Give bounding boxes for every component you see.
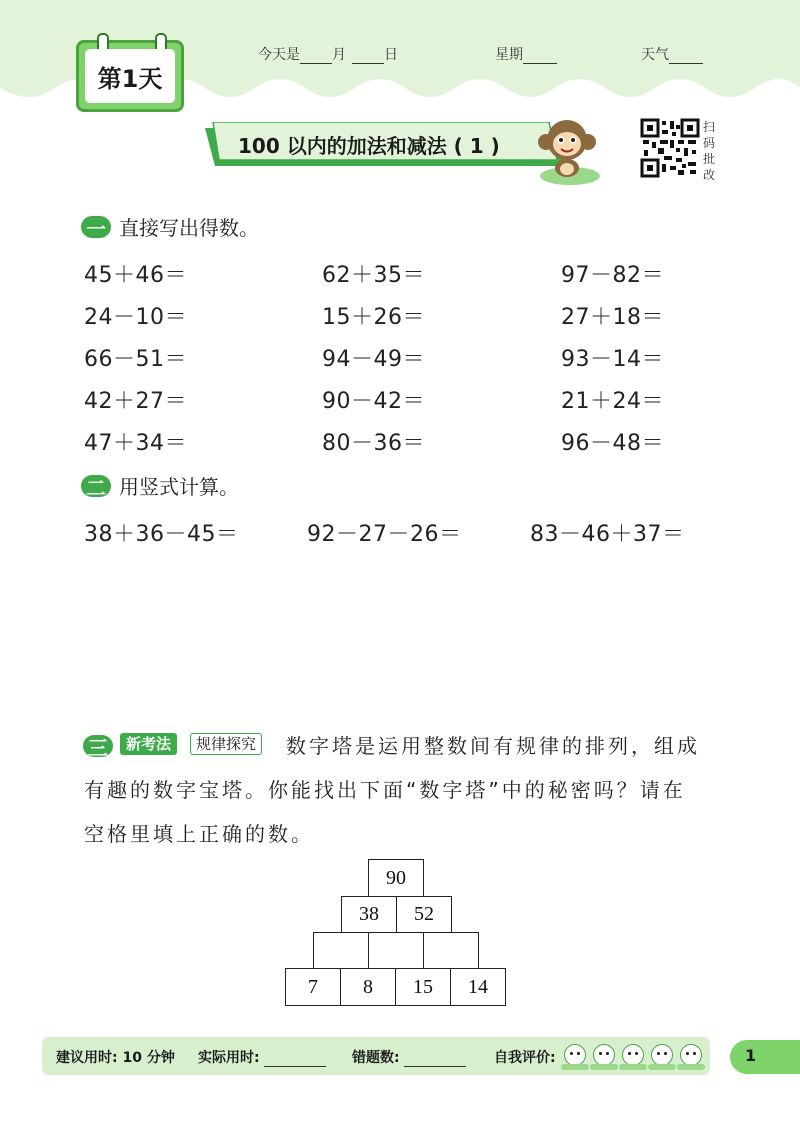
date-field[interactable]: 今天是 月 日 bbox=[258, 47, 398, 63]
pyramid-cell: 90 bbox=[368, 859, 424, 897]
suggested-time: 建议用时: 10 分钟 bbox=[56, 1050, 175, 1066]
error-count-field[interactable]: 错题数: bbox=[352, 1047, 466, 1067]
section-title: 直接写出得数。 bbox=[119, 216, 259, 240]
equation: 21＋24＝ bbox=[561, 389, 664, 414]
pyramid-blank-cell[interactable] bbox=[313, 932, 369, 969]
question-text-line: 数字塔是运用整数间有规律的排列，组成 bbox=[286, 734, 700, 758]
equation: 24－10＝ bbox=[84, 305, 187, 330]
equation: 90－42＝ bbox=[322, 389, 425, 414]
pyramid-blank-cell[interactable] bbox=[368, 932, 424, 969]
page-number-tab bbox=[730, 1040, 800, 1074]
equation: 38＋36－45＝ bbox=[84, 522, 239, 547]
smiley-face-icon[interactable] bbox=[651, 1044, 673, 1066]
equation: 92－27－26＝ bbox=[307, 522, 462, 547]
smiley-face-icon[interactable] bbox=[622, 1044, 644, 1066]
qr-caption-char: 码 bbox=[703, 136, 716, 150]
weather-field[interactable]: 天气 bbox=[641, 44, 703, 64]
equation: 66－51＝ bbox=[84, 347, 187, 372]
equation: 27＋18＝ bbox=[561, 305, 664, 330]
weekday-field[interactable]: 星期 bbox=[495, 44, 557, 64]
page-title: 100 以内的加法和减法 ( 1 ) bbox=[238, 134, 500, 158]
day-badge bbox=[76, 40, 184, 112]
pyramid-cell: 7 bbox=[285, 968, 341, 1006]
pattern-exploration-tag: 规律探究 bbox=[190, 733, 262, 755]
section-number-badge: 二 bbox=[81, 475, 111, 497]
pyramid-cell: 15 bbox=[395, 968, 451, 1006]
page-number: 1 bbox=[745, 1046, 757, 1065]
pyramid-blank-cell[interactable] bbox=[423, 932, 479, 969]
pyramid-cell: 38 bbox=[341, 896, 397, 933]
qr-code-icon[interactable] bbox=[640, 118, 700, 178]
day-label: 第1天 bbox=[85, 49, 175, 103]
monkey-mascot-icon bbox=[532, 108, 602, 188]
question-text-line: 空格里填上正确的数。 bbox=[84, 822, 314, 846]
qr-caption-char: 改 bbox=[703, 168, 716, 182]
section-number-badge: 一 bbox=[81, 216, 111, 238]
equation: 93－14＝ bbox=[561, 347, 664, 372]
equation: 47＋34＝ bbox=[84, 431, 187, 456]
equation: 83－46＋37＝ bbox=[530, 522, 685, 547]
pyramid-cell: 52 bbox=[396, 896, 452, 933]
equation: 96－48＝ bbox=[561, 431, 664, 456]
pyramid-cell: 8 bbox=[340, 968, 396, 1006]
equation: 80－36＝ bbox=[322, 431, 425, 456]
equation: 94－49＝ bbox=[322, 347, 425, 372]
qr-caption-char: 扫 bbox=[703, 120, 716, 134]
equation: 97－82＝ bbox=[561, 263, 664, 288]
smiley-face-icon[interactable] bbox=[593, 1044, 615, 1066]
equation: 42＋27＝ bbox=[84, 389, 187, 414]
section-number-badge: 三 bbox=[83, 735, 113, 757]
equation: 62＋35＝ bbox=[322, 263, 425, 288]
section-title: 用竖式计算。 bbox=[119, 475, 239, 499]
new-question-type-tag: 新考法 bbox=[120, 733, 177, 755]
smiley-face-icon[interactable] bbox=[564, 1044, 586, 1066]
equation: 45＋46＝ bbox=[84, 263, 187, 288]
pyramid-cell: 14 bbox=[450, 968, 506, 1006]
smiley-face-icon[interactable] bbox=[680, 1044, 702, 1066]
self-evaluation-label: 自我评价: bbox=[494, 1050, 556, 1066]
question-text-line: 有趣的数字宝塔。你能找出下面“数字塔”中的秘密吗？请在 bbox=[84, 778, 686, 802]
actual-time-field[interactable]: 实际用时: bbox=[198, 1047, 326, 1067]
qr-caption-char: 批 bbox=[703, 152, 716, 166]
equation: 15＋26＝ bbox=[322, 305, 425, 330]
